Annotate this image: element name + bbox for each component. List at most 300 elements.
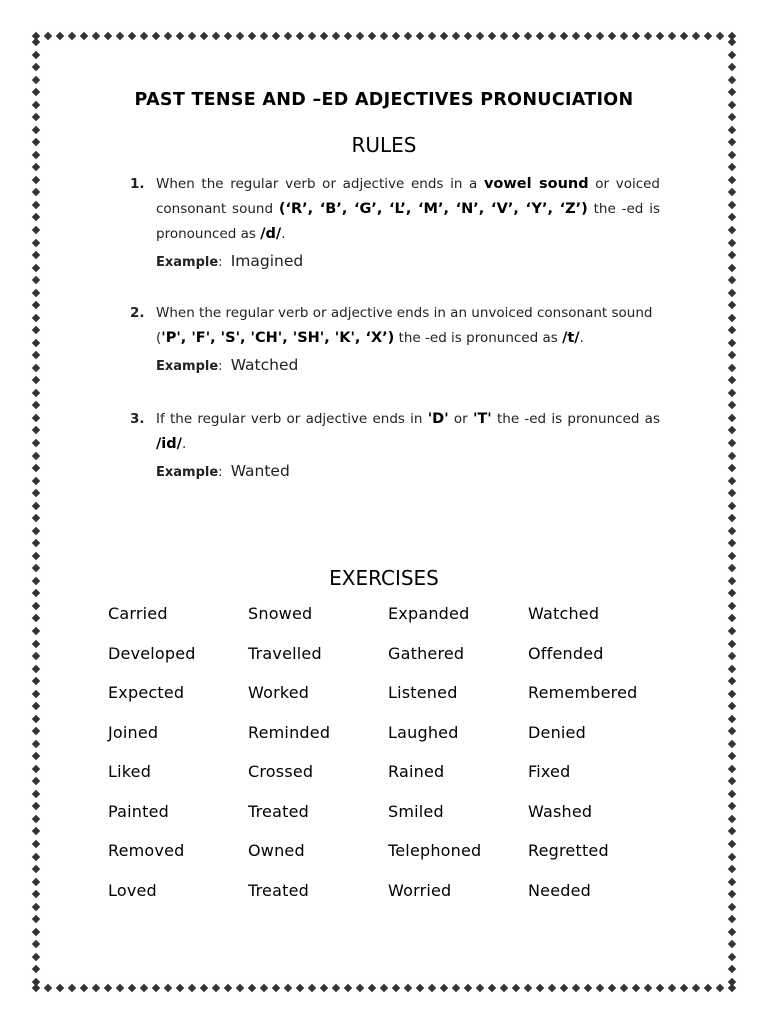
exercise-row (108, 881, 668, 921)
diamond-icon (32, 902, 40, 910)
diamond-icon (668, 984, 676, 992)
diamond-icon (728, 589, 736, 597)
diamond-icon (56, 32, 64, 40)
diamond-icon (32, 815, 40, 823)
diamond-icon (644, 32, 652, 40)
diamond-icon (452, 984, 460, 992)
diamond-icon (188, 984, 196, 992)
diamond-icon (92, 984, 100, 992)
diamond-icon (200, 32, 208, 40)
diamond-icon (32, 401, 40, 409)
diamond-icon (632, 984, 640, 992)
diamond-icon (560, 32, 568, 40)
diamond-icon (368, 32, 376, 40)
diamond-icon (656, 32, 664, 40)
diamond-icon (224, 984, 232, 992)
diamond-icon (32, 539, 40, 547)
diamond-icon (32, 364, 40, 372)
diamond-icon (368, 984, 376, 992)
diamond-icon (32, 251, 40, 259)
diamond-icon (728, 652, 736, 660)
rule-2 (130, 301, 660, 381)
diamond-icon (584, 32, 592, 40)
diamond-icon (728, 677, 736, 685)
diamond-icon (632, 32, 640, 40)
diamond-icon (32, 927, 40, 935)
exercise-word: Carried (108, 604, 168, 623)
diamond-icon (80, 984, 88, 992)
diamond-icon (128, 984, 136, 992)
diamond-icon (32, 790, 40, 798)
diamond-icon (356, 984, 364, 992)
diamond-icon (80, 32, 88, 40)
exercise-word: Joined (108, 722, 159, 742)
diamond-icon (728, 815, 736, 823)
diamond-icon (32, 464, 40, 472)
border-left (30, 36, 42, 988)
diamond-icon (32, 301, 40, 309)
diamond-icon (32, 765, 40, 773)
diamond-icon (728, 263, 736, 271)
diamond-icon (32, 877, 40, 885)
diamond-icon (56, 984, 64, 992)
diamond-icon (728, 276, 736, 284)
diamond-icon (32, 439, 40, 447)
diamond-icon (32, 501, 40, 509)
example-word: Imagined (230, 252, 304, 270)
diamond-icon (728, 702, 736, 710)
diamond-icon (32, 777, 40, 785)
diamond-icon (728, 752, 736, 760)
diamond-icon (728, 714, 736, 722)
diamond-icon (392, 32, 400, 40)
diamond-icon (728, 840, 736, 848)
diamond-icon (344, 32, 352, 40)
exercise-word: Telephoned (388, 841, 482, 860)
border-bottom (30, 982, 738, 994)
diamond-icon (500, 32, 508, 40)
diamond-icon (32, 376, 40, 384)
example-line: Example: Watched (156, 356, 299, 374)
diamond-icon (32, 326, 40, 334)
diamond-icon (644, 984, 652, 992)
diamond-icon (32, 802, 40, 810)
diamond-icon (728, 213, 736, 221)
diamond-icon (656, 984, 664, 992)
diamond-icon (428, 32, 436, 40)
diamond-icon (728, 251, 736, 259)
diamond-icon (728, 63, 736, 71)
diamond-icon (728, 38, 736, 46)
diamond-icon (32, 552, 40, 560)
exercise-word: Fixed (528, 762, 571, 781)
diamond-icon (32, 727, 40, 735)
exercise-word: Watched (528, 604, 600, 623)
exercise-word: Regretted (528, 841, 609, 860)
diamond-icon (728, 238, 736, 246)
diamond-icon (728, 414, 736, 422)
diamond-icon (728, 176, 736, 184)
diamond-icon (32, 75, 40, 83)
diamond-icon (32, 389, 40, 397)
diamond-icon (32, 201, 40, 209)
diamond-icon (32, 627, 40, 635)
exercise-word: Smiled (388, 801, 444, 821)
diamond-icon (536, 984, 544, 992)
exercise-word: Crossed (248, 762, 314, 781)
diamond-icon (728, 890, 736, 898)
exercise-word: Worked (248, 683, 310, 702)
diamond-icon (224, 32, 232, 40)
rule-number: 3. (130, 411, 145, 427)
diamond-icon (140, 32, 148, 40)
diamond-icon (668, 32, 676, 40)
diamond-icon (284, 32, 292, 40)
diamond-icon (140, 984, 148, 992)
diamond-icon (32, 276, 40, 284)
exercise-word: Treated (248, 880, 309, 900)
diamond-icon (608, 984, 616, 992)
example-line: Example: Imagined (156, 252, 304, 270)
diamond-icon (308, 984, 316, 992)
exercise-word: Remembered (528, 683, 638, 702)
diamond-icon (728, 689, 736, 697)
exercise-word: Travelled (248, 643, 322, 663)
diamond-icon (164, 32, 172, 40)
exercise-word: Listened (388, 683, 458, 702)
diamond-icon (116, 984, 124, 992)
exercise-word: Laughed (388, 722, 459, 742)
diamond-icon (728, 50, 736, 58)
rule-1 (130, 172, 660, 277)
diamond-icon (284, 984, 292, 992)
diamond-icon (32, 514, 40, 522)
diamond-icon (308, 32, 316, 40)
diamond-icon (104, 32, 112, 40)
diamond-icon (32, 714, 40, 722)
diamond-icon (728, 339, 736, 347)
exercise-word: Expected (108, 683, 185, 702)
diamond-icon (32, 213, 40, 221)
diamond-icon (728, 313, 736, 321)
diamond-icon (728, 401, 736, 409)
diamond-icon (32, 313, 40, 321)
diamond-icon (32, 238, 40, 246)
diamond-icon (584, 984, 592, 992)
diamond-icon (92, 32, 100, 40)
exercise-word: Reminded (248, 722, 331, 742)
diamond-icon (32, 614, 40, 622)
diamond-icon (512, 32, 520, 40)
diamond-icon (692, 984, 700, 992)
diamond-icon (380, 32, 388, 40)
exercise-word: Rained (388, 762, 445, 781)
diamond-icon (32, 451, 40, 459)
diamond-icon (32, 840, 40, 848)
diamond-icon (236, 32, 244, 40)
rule-number: 1. (130, 176, 145, 192)
diamond-icon (452, 32, 460, 40)
diamond-icon (296, 32, 304, 40)
diamond-icon (272, 32, 280, 40)
diamond-icon (32, 752, 40, 760)
diamond-icon (488, 32, 496, 40)
diamond-icon (716, 32, 724, 40)
diamond-icon (704, 32, 712, 40)
diamond-icon (32, 940, 40, 948)
diamond-icon (440, 984, 448, 992)
diamond-icon (560, 984, 568, 992)
diamond-icon (416, 984, 424, 992)
diamond-icon (620, 32, 628, 40)
diamond-icon (32, 852, 40, 860)
diamond-icon (728, 163, 736, 171)
diamond-icon (728, 376, 736, 384)
diamond-icon (32, 702, 40, 710)
diamond-icon (152, 984, 160, 992)
diamond-icon (404, 984, 412, 992)
diamond-icon (716, 984, 724, 992)
diamond-icon (680, 984, 688, 992)
diamond-icon (596, 984, 604, 992)
rule-text-letters: ('P', 'F', 'S', 'CH', 'SH', 'K', ‘X’) the -ed is pronunced as /t/. (156, 330, 584, 346)
diamond-icon (32, 639, 40, 647)
diamond-icon (728, 326, 736, 334)
example-line: Example: Wanted (156, 462, 290, 480)
exercises-heading: EXERCISES (329, 566, 439, 590)
diamond-icon (32, 163, 40, 171)
diamond-icon (380, 984, 388, 992)
diamond-icon (728, 927, 736, 935)
diamond-icon (728, 877, 736, 885)
example-word: Wanted (230, 462, 290, 480)
diamond-icon (512, 984, 520, 992)
exercise-row (108, 644, 668, 684)
border-top (30, 30, 738, 42)
diamond-icon (32, 489, 40, 497)
diamond-icon (488, 984, 496, 992)
exercise-row (108, 762, 668, 802)
diamond-icon (68, 984, 76, 992)
exercise-word: Liked (108, 762, 152, 781)
diamond-icon (728, 364, 736, 372)
diamond-icon (272, 984, 280, 992)
exercises-grid (108, 604, 668, 920)
exercise-word: Needed (528, 880, 592, 900)
diamond-icon (728, 978, 736, 986)
diamond-icon (728, 464, 736, 472)
diamond-icon (728, 602, 736, 610)
exercise-word: Treated (248, 801, 309, 821)
diamond-icon (728, 426, 736, 434)
rule-3 (130, 407, 660, 487)
diamond-icon (152, 32, 160, 40)
diamond-icon (728, 802, 736, 810)
diamond-icon (188, 32, 196, 40)
diamond-icon (500, 984, 508, 992)
diamond-icon (116, 32, 124, 40)
rule-text: When the regular verb or adjective ends in a vowel sound or voiced consonant sound (‘R’, ‘B’, ‘G’, ‘L’, ‘M’, ‘N’, ‘V’, ‘Y’, ‘Z’) the -ed is pronounced as /d/. (156, 176, 660, 242)
diamond-icon (44, 984, 52, 992)
diamond-icon (728, 476, 736, 484)
exercise-word: Owned (248, 841, 305, 860)
diamond-icon (32, 890, 40, 898)
diamond-icon (32, 677, 40, 685)
diamond-icon (548, 32, 556, 40)
diamond-icon (728, 902, 736, 910)
diamond-icon (32, 589, 40, 597)
diamond-icon (692, 32, 700, 40)
diamond-icon (212, 984, 220, 992)
diamond-icon (392, 984, 400, 992)
diamond-icon (32, 652, 40, 660)
diamond-icon (680, 32, 688, 40)
diamond-icon (464, 984, 472, 992)
diamond-icon (728, 501, 736, 509)
diamond-icon (248, 32, 256, 40)
diamond-icon (728, 627, 736, 635)
border-right (726, 36, 738, 988)
diamond-icon (728, 940, 736, 948)
diamond-icon (728, 451, 736, 459)
diamond-icon (620, 984, 628, 992)
diamond-icon (212, 32, 220, 40)
diamond-icon (68, 32, 76, 40)
exercise-word: Painted (108, 801, 169, 821)
diamond-icon (416, 32, 424, 40)
rules-list (130, 172, 660, 487)
diamond-icon (332, 984, 340, 992)
exercise-row (108, 802, 668, 842)
exercise-row (108, 683, 668, 723)
exercise-word: Removed (108, 841, 185, 860)
diamond-icon (32, 827, 40, 835)
rules-heading: RULES (351, 133, 417, 157)
diamond-icon (476, 984, 484, 992)
example-word: Watched (230, 356, 299, 374)
diamond-icon (728, 514, 736, 522)
diamond-icon (32, 602, 40, 610)
diamond-icon (728, 188, 736, 196)
diamond-icon (728, 790, 736, 798)
diamond-icon (32, 426, 40, 434)
diamond-icon (728, 765, 736, 773)
diamond-icon (728, 727, 736, 735)
exercise-row (108, 604, 668, 644)
diamond-icon (32, 113, 40, 121)
diamond-icon (332, 32, 340, 40)
diamond-icon (728, 113, 736, 121)
diamond-icon (32, 188, 40, 196)
exercise-word: Worried (388, 880, 452, 900)
diamond-icon (32, 339, 40, 347)
diamond-icon (164, 984, 172, 992)
exercise-word: Offended (528, 643, 604, 663)
diamond-icon (32, 226, 40, 234)
diamond-icon (524, 984, 532, 992)
diamond-icon (32, 915, 40, 923)
diamond-icon (176, 984, 184, 992)
diamond-icon (548, 984, 556, 992)
diamond-icon (32, 953, 40, 961)
page-title: PAST TENSE AND –ED ADJECTIVES PRONUCIATION (134, 90, 634, 110)
rule-text: When the regular verb or adjective ends in an unvoiced consonant sound (156, 305, 653, 321)
rule-text: If the regular verb or adjective ends in 'D' or 'T' the -ed is pronunced as /id/. (156, 411, 660, 452)
exercise-row (108, 841, 668, 881)
diamond-icon (104, 984, 112, 992)
diamond-icon (320, 32, 328, 40)
diamond-icon (32, 63, 40, 71)
diamond-icon (704, 984, 712, 992)
diamond-icon (260, 984, 268, 992)
diamond-icon (32, 176, 40, 184)
diamond-icon (200, 984, 208, 992)
diamond-icon (32, 689, 40, 697)
diamond-icon (728, 201, 736, 209)
diamond-icon (464, 32, 472, 40)
diamond-icon (32, 740, 40, 748)
diamond-icon (572, 32, 580, 40)
diamond-icon (32, 351, 40, 359)
diamond-icon (356, 32, 364, 40)
diamond-icon (728, 552, 736, 560)
diamond-icon (320, 984, 328, 992)
diamond-icon (236, 984, 244, 992)
diamond-icon (728, 965, 736, 973)
diamond-icon (32, 50, 40, 58)
diamond-icon (608, 32, 616, 40)
diamond-icon (428, 984, 436, 992)
diamond-icon (476, 32, 484, 40)
diamond-icon (728, 777, 736, 785)
rule-number: 2. (130, 305, 145, 321)
diamond-icon (728, 301, 736, 309)
diamond-icon (32, 965, 40, 973)
diamond-icon (728, 740, 736, 748)
diamond-icon (128, 32, 136, 40)
exercise-word: Loved (108, 880, 157, 900)
diamond-icon (32, 526, 40, 534)
exercise-word: Gathered (388, 643, 465, 663)
diamond-icon (728, 827, 736, 835)
exercise-word: Developed (108, 643, 196, 663)
diamond-icon (32, 664, 40, 672)
diamond-icon (728, 865, 736, 873)
diamond-icon (32, 865, 40, 873)
exercise-word: Expanded (388, 604, 470, 623)
diamond-icon (728, 953, 736, 961)
diamond-icon (572, 984, 580, 992)
diamond-icon (32, 288, 40, 296)
diamond-icon (32, 263, 40, 271)
diamond-icon (596, 32, 604, 40)
diamond-icon (728, 614, 736, 622)
diamond-icon (728, 915, 736, 923)
exercise-row (108, 723, 668, 763)
diamond-icon (344, 984, 352, 992)
diamond-icon (32, 38, 40, 46)
diamond-icon (728, 639, 736, 647)
diamond-icon (728, 489, 736, 497)
diamond-icon (44, 32, 52, 40)
diamond-icon (728, 351, 736, 359)
diamond-icon (728, 526, 736, 534)
diamond-icon (404, 32, 412, 40)
diamond-icon (536, 32, 544, 40)
diamond-icon (32, 978, 40, 986)
diamond-icon (728, 389, 736, 397)
diamond-icon (260, 32, 268, 40)
